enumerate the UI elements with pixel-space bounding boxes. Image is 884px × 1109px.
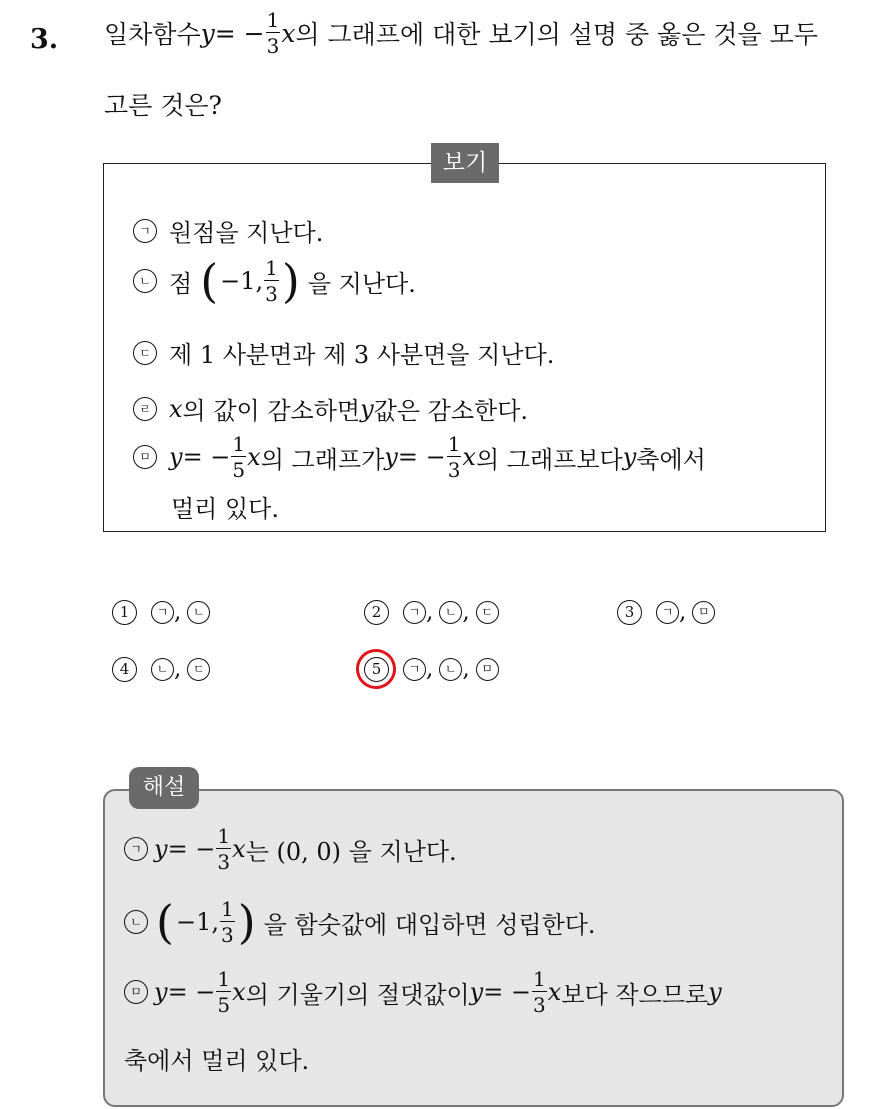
var-y: y	[469, 978, 484, 1006]
mark-nieun-icon: ㄴ	[151, 658, 174, 681]
bogi-item-text: 원점을 지난다.	[169, 219, 324, 247]
var-x: x	[232, 978, 246, 1006]
fraction-denominator: 3	[447, 458, 461, 482]
var-x: x	[232, 835, 246, 863]
var-y: y	[360, 394, 374, 423]
mark-nieun-icon: ㄴ	[124, 910, 148, 934]
var-y: y	[622, 443, 637, 471]
choice-4[interactable]: 4 ㄴ , ㄷ	[112, 656, 210, 682]
bogi-item-text: 의 그래프보다	[475, 445, 623, 474]
choice-number: 4	[112, 657, 137, 682]
choice-5[interactable]: 5 ㄱ , ㄴ , ㅁ	[364, 656, 499, 682]
choice-number: 3	[617, 600, 642, 625]
explanation-text: 의 기울기의 절댓값이	[245, 980, 470, 1009]
explanation-title: 해설	[129, 767, 199, 809]
question-suffix: 의 그래프에 대한 보기의 설명 중 옳은 것을 모두	[295, 20, 818, 49]
fraction-denominator: 3	[533, 993, 546, 1017]
mark-mieum-icon: ㅁ	[133, 445, 157, 469]
fraction-denominator: 3	[266, 34, 280, 58]
mark-mieum-icon: ㅁ	[692, 601, 715, 624]
bogi-item-4	[133, 391, 528, 426]
question-number: 3.	[30, 24, 59, 55]
fraction-numerator: 1	[266, 8, 280, 32]
choice-3[interactable]: 3 ㄱ , ㅁ	[617, 599, 715, 625]
mark-digeut-icon: ㄷ	[133, 341, 157, 365]
fraction-one-third	[216, 826, 231, 872]
mark-mieum-icon: ㅁ	[476, 658, 499, 681]
left-paren-icon: (	[200, 254, 219, 308]
mark-giyeok-icon: ㄱ	[124, 837, 148, 861]
mark-nieun-icon: ㄴ	[439, 658, 462, 681]
var-y: y	[154, 835, 168, 863]
explanation-line-4: 축에서 멀리 있다.	[124, 1047, 310, 1075]
fraction-denominator: 3	[265, 282, 278, 306]
bogi-item-text: 의 그래프가	[260, 445, 385, 474]
choice-2[interactable]: 2 ㄱ , ㄴ , ㄷ	[364, 599, 499, 625]
right-paren-icon: )	[281, 254, 300, 308]
var-y: y	[169, 443, 183, 471]
explanation-line-3	[124, 969, 722, 1015]
fraction-one-third	[532, 969, 547, 1015]
bogi-item-1	[133, 213, 323, 248]
mark-giyeok-icon: ㄱ	[656, 601, 679, 624]
bogi-item-5	[133, 434, 706, 480]
fraction-numerator: 1	[220, 897, 234, 921]
fraction-numerator: 1	[217, 967, 231, 991]
equals-minus: = −	[397, 443, 446, 471]
equals-minus: = −	[167, 835, 216, 863]
point-x: −1,	[220, 267, 264, 295]
choice-number: 1	[112, 600, 137, 625]
bogi-item-text: 제 1 사분면과 제 3 사분면을 지난다.	[169, 341, 555, 369]
func-var: x	[281, 18, 296, 48]
mark-digeut-icon: ㄷ	[187, 658, 210, 681]
mark-giyeok-icon: ㄱ	[151, 601, 174, 624]
var-x: x	[462, 443, 476, 471]
func-eq: = −	[214, 18, 265, 48]
bogi-title: 보기	[431, 143, 499, 183]
bogi-item-post: 을 지난다.	[307, 269, 416, 298]
fraction-one-third	[266, 10, 281, 56]
choice-number	[364, 657, 389, 682]
selected-answer-circle-icon	[352, 645, 399, 692]
explanation-text: 보다 작으므로	[561, 980, 709, 1009]
var-x: x	[247, 443, 261, 471]
fraction-numerator: 1	[533, 967, 546, 991]
choice-1[interactable]: 1 ㄱ , ㄴ	[112, 599, 210, 625]
bogi-item-5-line2: 멀리 있다.	[171, 495, 279, 523]
left-paren-icon: (	[156, 895, 174, 949]
explanation-line-2	[124, 895, 596, 949]
equals-minus: = −	[483, 978, 532, 1006]
fraction-numerator: 1	[265, 256, 278, 280]
fraction-numerator: 1	[447, 432, 461, 456]
fraction-denominator: 5	[217, 993, 231, 1017]
fraction-numerator: 1	[232, 432, 246, 456]
equals-minus: = −	[182, 443, 231, 471]
mark-giyeok-icon: ㄱ	[133, 219, 157, 243]
explanation-line-1	[124, 826, 457, 872]
bogi-item-text: 값은 감소한다.	[373, 397, 529, 425]
explanation-text: 는 (0, 0) 을 지난다.	[245, 837, 457, 866]
equals-minus: = −	[167, 978, 216, 1006]
bogi-item-text: 의 값이 감소하면	[182, 397, 361, 425]
var-x: x	[547, 978, 562, 1006]
var-y: y	[154, 978, 168, 1006]
choice-number: 2	[364, 600, 389, 625]
point-x: −1,	[175, 908, 219, 936]
bogi-item-pre: 점	[169, 269, 193, 298]
fraction-one-third	[264, 258, 279, 304]
mark-rieul-icon: ㄹ	[133, 397, 157, 421]
right-paren-icon: )	[237, 895, 256, 949]
var-y: y	[384, 443, 398, 471]
fraction-denominator: 3	[220, 923, 234, 947]
fraction-one-fifth	[231, 434, 246, 480]
var-y: y	[708, 978, 722, 1006]
choice-number-text: 5	[371, 659, 382, 678]
var-x: x	[169, 394, 183, 423]
mark-nieun-icon: ㄴ	[187, 601, 210, 624]
fraction-denominator: 3	[217, 850, 231, 874]
fraction-one-fifth	[216, 969, 231, 1015]
fraction-one-third	[220, 899, 235, 945]
fraction-one-third	[447, 434, 462, 480]
mark-giyeok-icon: ㄱ	[403, 601, 426, 624]
bogi-item-2	[133, 254, 416, 308]
mark-digeut-icon: ㄷ	[476, 601, 499, 624]
mark-nieun-icon: ㄴ	[133, 269, 157, 293]
bogi-item-text: 축에서	[636, 445, 706, 474]
bogi-item-3	[133, 335, 554, 370]
question-prefix: 일차함수	[104, 20, 201, 49]
func-lhs: y	[200, 18, 215, 48]
fraction-denominator: 5	[232, 458, 246, 482]
mark-mieum-icon: ㅁ	[124, 980, 148, 1004]
mark-giyeok-icon: ㄱ	[403, 658, 426, 681]
mark-nieun-icon: ㄴ	[439, 601, 462, 624]
fraction-numerator: 1	[217, 824, 231, 848]
explanation-text: 을 함숫값에 대입하면 성립한다.	[263, 910, 596, 939]
question-text-line2: 고른 것은?	[104, 91, 222, 120]
question-text-line1	[104, 10, 818, 56]
